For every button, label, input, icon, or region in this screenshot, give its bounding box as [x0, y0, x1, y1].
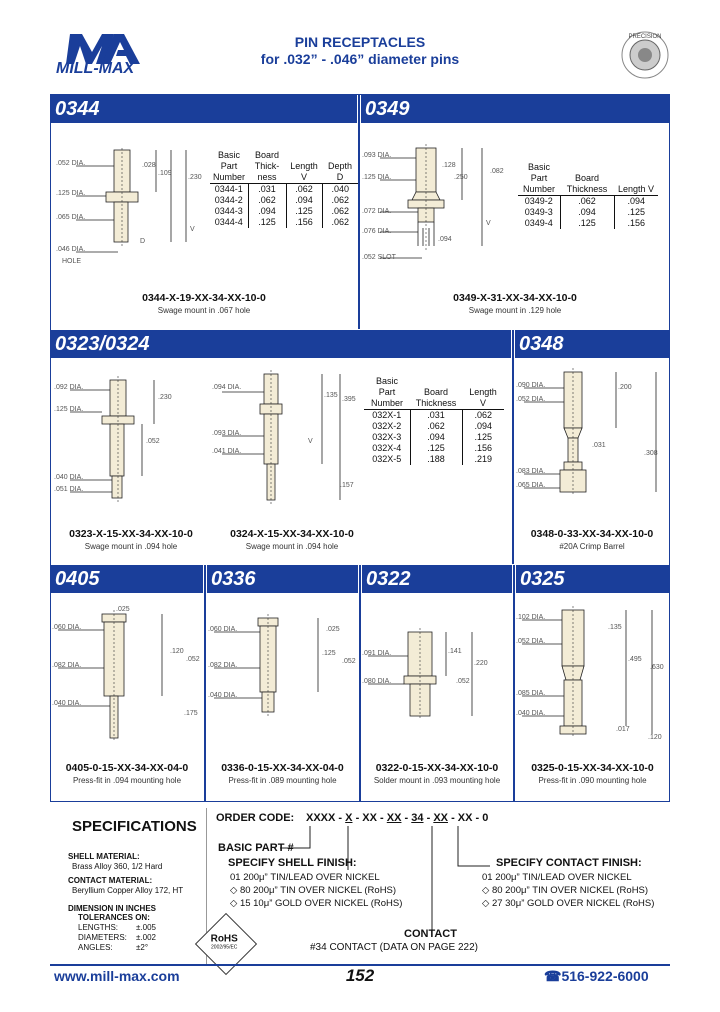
dim: .093 DIA. — [362, 152, 392, 159]
dim: .250 — [454, 174, 468, 181]
cell: .125 — [248, 217, 286, 228]
cell: .031 — [410, 410, 462, 422]
cell: .125 — [410, 443, 462, 454]
cell: 0344-1 — [210, 184, 248, 196]
dim: V — [308, 438, 313, 445]
contact-option: ◇ 27 30μ” GOLD OVER NICKEL (RoHS) — [482, 898, 655, 909]
cell: 0349-4 — [518, 218, 560, 229]
dim: .065 DIA. — [516, 482, 546, 489]
cell: .062 — [248, 195, 286, 206]
shell-option: ◇ 80 200μ” TIN OVER NICKEL (RoHS) — [230, 885, 397, 896]
divider — [513, 565, 515, 801]
dim: .083 DIA. — [516, 468, 546, 475]
part-number-0405: 0405-0-15-XX-34-XX-04-0 — [65, 762, 189, 774]
code-part: - — [380, 812, 384, 824]
cell: .062 — [331, 206, 350, 216]
rohs-sub: 2002/95/EC — [211, 944, 238, 951]
section-title-0344: 0344 — [51, 95, 357, 123]
tolerances-heading: TOLERANCES ON: — [78, 913, 150, 922]
cell: .125 — [560, 218, 614, 229]
dim: .141 — [448, 648, 462, 655]
drawing-0325 — [516, 598, 668, 748]
dim: .051 DIA. — [54, 486, 84, 493]
cell: .062 — [286, 184, 322, 196]
dim: .082 DIA. — [208, 662, 238, 669]
dim: .040 DIA. — [516, 710, 546, 717]
dim: .060 DIA. — [52, 624, 82, 631]
shell-material-text: Brass Alloy 360, 1/2 Hard — [72, 862, 163, 871]
page-title — [0, 34, 720, 68]
mount-0349: Swage mount in .129 hole — [468, 306, 562, 315]
cell: .156 — [474, 443, 493, 453]
code-part: - — [355, 812, 360, 824]
dim: .080 DIA. — [362, 678, 392, 685]
cell: .094 — [248, 206, 286, 217]
code-part: - — [475, 812, 480, 824]
cell: .219 — [474, 454, 493, 464]
code-part: XXXX — [306, 812, 336, 824]
table-032x — [364, 376, 504, 465]
drawing-0405 — [52, 598, 202, 748]
cell: 0344-2 — [210, 195, 248, 206]
dim: .052 DIA. — [516, 638, 546, 645]
cell: .062 — [331, 217, 350, 227]
code-part: 0 — [482, 812, 489, 824]
col-header: Length V — [614, 162, 658, 196]
section-title-0349: 0349 — [361, 95, 669, 123]
mount-0336: Press-fit in .089 mounting hole — [228, 776, 337, 785]
dim: .017 — [616, 726, 630, 733]
dim: .230 — [158, 394, 172, 401]
drawing-0344 — [56, 130, 206, 280]
rohs-label: RoHS — [210, 933, 238, 945]
dim: .135 — [608, 624, 622, 631]
part-number-0349: 0349-X-31-XX-34-XX-10-0 — [453, 292, 577, 304]
mount-0322: Solder mount in .093 mounting hole — [373, 776, 501, 785]
drawing-0322 — [362, 598, 512, 748]
title-line-1: PIN RECEPTACLES — [294, 34, 426, 50]
contact-finish-options — [482, 871, 654, 910]
dim: .041 DIA. — [212, 448, 242, 455]
cell: 0344-3 — [210, 206, 248, 217]
page-number: 152 — [345, 966, 375, 985]
code-part: XX — [457, 812, 473, 824]
shell-finish-options — [230, 871, 402, 910]
cell: .188 — [410, 454, 462, 465]
tol-angle-label: ANGLES: — [78, 943, 113, 952]
dim: .072 DIA. — [362, 208, 392, 215]
cell: .062 — [560, 196, 614, 208]
part-number-0348: 0348-0-33-XX-34-XX-10-0 — [530, 528, 654, 540]
cell: .062 — [474, 410, 493, 420]
dim: .308 — [644, 450, 658, 457]
dim: .040 DIA. — [52, 700, 82, 707]
dim: HOLE — [62, 258, 82, 265]
dim: .128 — [442, 162, 456, 169]
dim: .082 DIA. — [52, 662, 82, 669]
cell: .125 — [286, 206, 322, 217]
contact-finish-label: SPECIFY CONTACT FINISH: — [496, 857, 642, 869]
mount-0348: #20A Crimp Barrel — [559, 542, 625, 551]
dim: .065 DIA. — [56, 214, 86, 221]
precision-seal — [620, 30, 670, 80]
dim: .157 — [340, 482, 354, 489]
tol-length-label: LENGTHS: — [78, 923, 119, 932]
dim: V — [190, 226, 195, 233]
cell: .094 — [410, 432, 462, 443]
rohs-label-wrap — [203, 934, 245, 951]
part-number-0344: 0344-X-19-XX-34-XX-10-0 — [142, 292, 266, 304]
code-part: - — [404, 812, 409, 824]
drawing-0336 — [208, 598, 358, 748]
dim: .040 DIA. — [208, 692, 238, 699]
dim: .495 — [628, 656, 642, 663]
website-link[interactable]: www.mill-max.com — [54, 968, 180, 984]
cell: .156 — [627, 218, 646, 228]
section-title-0322: 0322 — [362, 565, 512, 593]
cell: .156 — [286, 217, 322, 228]
dim: .052 SLOT — [362, 254, 396, 261]
code-part: XX — [386, 812, 402, 824]
part-number-0324: 0324-X-15-XX-34-XX-10-0 — [230, 528, 354, 540]
order-code-label: ORDER CODE: — [216, 812, 295, 824]
dim: .076 DIA. — [362, 228, 392, 235]
cell: 0349-3 — [518, 207, 560, 218]
mount-0323: Swage mount in .094 hole — [84, 542, 178, 551]
tol-diameter-label: DIAMETERS: — [78, 933, 127, 942]
col-header: Basic Part Number — [518, 162, 560, 196]
tol-angle-value: ±2° — [136, 943, 149, 952]
col-header: Board Thick-ness — [248, 150, 286, 184]
dim: .109 — [158, 170, 172, 177]
dim: .093 DIA. — [212, 430, 242, 437]
cell: .031 — [248, 184, 286, 196]
mount-0324: Swage mount in .094 hole — [245, 542, 339, 551]
code-part: 34 — [411, 812, 424, 824]
dim: .031 — [592, 442, 606, 449]
specifications-panel — [56, 808, 207, 964]
cell: .094 — [474, 421, 493, 431]
code-part: - — [338, 812, 343, 824]
dimension-heading: DIMENSION IN INCHES — [68, 904, 157, 913]
col-header: Basic Part Number — [210, 150, 248, 184]
divider — [358, 95, 360, 329]
contact-option: 01 200μ” TIN/LEAD OVER NICKEL — [482, 872, 632, 883]
code-part: X — [345, 812, 353, 824]
cell: .040 — [331, 184, 350, 194]
dim: .040 DIA. — [54, 474, 84, 481]
dim: .120 — [170, 648, 184, 655]
dim: .220 — [474, 660, 488, 667]
part-number-0322: 0322-0-15-XX-34-XX-10-0 — [375, 762, 499, 774]
cell: .094 — [627, 196, 646, 206]
dim: .175 — [184, 710, 198, 717]
order-code — [306, 812, 488, 824]
mount-0325: Press-fit in .090 mounting hole — [538, 776, 647, 785]
dim: .120 — [648, 734, 662, 741]
phone-number: ☎516-922-6000 — [544, 968, 649, 984]
dim: .090 DIA. — [516, 382, 546, 389]
dim: .028 — [142, 162, 156, 169]
dim: .082 — [490, 168, 504, 175]
divider — [204, 565, 206, 801]
shell-finish-label: SPECIFY SHELL FINISH: — [228, 857, 357, 869]
mount-0344: Swage mount in .067 hole — [157, 306, 251, 315]
section-title-0348: 0348 — [515, 330, 669, 358]
drawing-0323 — [54, 362, 204, 522]
shell-option: 01 200μ” TIN/LEAD OVER NICKEL — [230, 872, 380, 883]
cell: 032X-1 — [364, 410, 410, 422]
dim: .052 — [146, 438, 160, 445]
col-header: Length V — [286, 150, 322, 184]
cell: .125 — [627, 207, 646, 217]
divider — [359, 565, 361, 801]
dim: .135 — [324, 392, 338, 399]
dim: .060 DIA. — [208, 626, 238, 633]
dim: .091 DIA. — [362, 650, 392, 657]
part-number-0323: 0323-X-15-XX-34-XX-10-0 — [69, 528, 193, 540]
cell: 032X-3 — [364, 432, 410, 443]
drawing-0324 — [212, 362, 362, 522]
part-number-0325: 0325-0-15-XX-34-XX-10-0 — [531, 762, 654, 774]
dim: .085 DIA. — [516, 690, 546, 697]
code-part: XX — [362, 812, 377, 824]
shell-material-heading: SHELL MATERIAL: — [68, 852, 140, 861]
cell: 032X-5 — [364, 454, 410, 465]
cell: .062 — [331, 195, 350, 205]
contact-label: CONTACT — [404, 928, 457, 940]
dim: D — [140, 238, 146, 245]
col-header: Depth D — [322, 150, 358, 184]
part-number-0336: 0336-0-15-XX-34-XX-04-0 — [221, 762, 344, 774]
table-0349 — [518, 162, 658, 229]
dim: .230 — [188, 174, 202, 181]
col-header: Board Thickness — [410, 376, 462, 410]
col-header: Board Thickness — [560, 162, 614, 196]
dim: .092 DIA. — [54, 384, 84, 391]
dim: .052 DIA. — [56, 160, 86, 167]
cell: 032X-4 — [364, 443, 410, 454]
code-part: XX — [433, 812, 448, 824]
section-title-0336: 0336 — [207, 565, 358, 593]
cell: 0349-2 — [518, 196, 560, 208]
drawing-0349 — [362, 128, 512, 278]
dim: .025 — [326, 626, 340, 633]
section-title-0325: 0325 — [516, 565, 669, 593]
tol-diameter-value: ±.002 — [136, 933, 156, 942]
title-line-2: for .032” - .046” diameter pins — [260, 51, 460, 67]
section-title-0405: 0405 — [51, 565, 203, 593]
shell-option: ◇ 15 10μ” GOLD OVER NICKEL (RoHS) — [230, 898, 403, 909]
dim: .125 DIA. — [54, 406, 84, 413]
contact-material-text: Beryllium Copper Alloy 172, HT — [72, 886, 184, 895]
dim: .052 — [186, 656, 200, 663]
contact-option: ◇ 80 200μ” TIN OVER NICKEL (RoHS) — [482, 885, 649, 896]
dim: .052 DIA. — [516, 396, 546, 403]
code-part: - — [426, 812, 431, 824]
drawing-0348 — [516, 362, 668, 522]
cell: .062 — [410, 421, 462, 432]
contact-material-heading: CONTACT MATERIAL: — [68, 876, 153, 885]
cell: .094 — [560, 207, 614, 218]
dim: .395 — [342, 396, 356, 403]
section-title-0323-0324: 0323/0324 — [51, 330, 511, 358]
table-0344 — [210, 150, 358, 228]
col-header: Basic Part Number — [364, 376, 410, 410]
specs-title: SPECIFICATIONS — [72, 818, 197, 835]
dim: .200 — [618, 384, 632, 391]
cell: .094 — [286, 195, 322, 206]
col-header: Length V — [462, 376, 504, 410]
dim: .094 — [438, 236, 452, 243]
basic-part-label: BASIC PART # — [218, 842, 294, 854]
dim: .052 — [456, 678, 470, 685]
dim: .102 DIA. — [516, 614, 546, 621]
code-part: - — [451, 812, 455, 824]
brand-name: MILL-MAX — [56, 60, 135, 77]
seal-text: PRECISION — [628, 34, 662, 40]
dim: .052 — [342, 658, 356, 665]
divider — [512, 330, 514, 564]
tol-length-value: ±.005 — [136, 923, 156, 932]
mount-0405: Press-fit in .094 mounting hole — [72, 776, 182, 785]
dim: V — [486, 220, 491, 227]
dim: .046 DIA. — [56, 246, 86, 253]
dim: .025 — [116, 606, 130, 613]
dim: .125 DIA. — [362, 174, 392, 181]
contact-text: #34 CONTACT (DATA ON PAGE 222) — [310, 942, 479, 953]
dim: .125 DIA. — [56, 190, 86, 197]
dim: .125 — [322, 650, 336, 657]
cell: 032X-2 — [364, 421, 410, 432]
dim: .094 DIA. — [212, 384, 242, 391]
cell: 0344-4 — [210, 217, 248, 228]
cell: .125 — [474, 432, 493, 442]
dim: .630 — [650, 664, 664, 671]
